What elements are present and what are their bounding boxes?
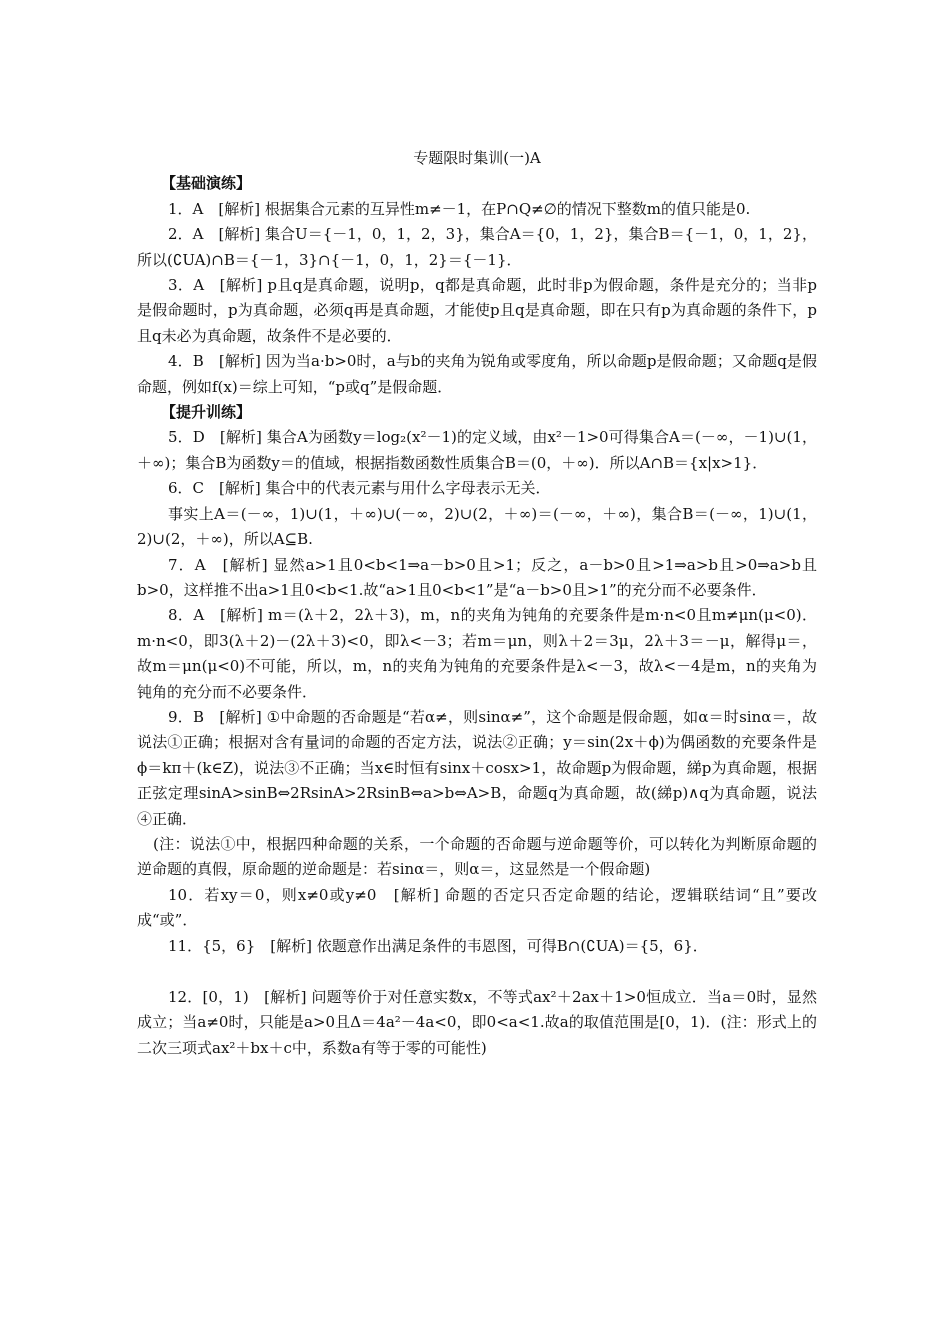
answer-8: 8．A [解析] m＝(λ＋2，2λ＋3)，m，n的夹角为钝角的充要条件是m·n<0且m≠μn(μ<0)．m·n<0，即3(λ＋2)－(2λ＋3)<0，即λ<－3；若m＝μn，则λ＋2＝3μ，2λ＋3＝－μ，解得μ＝，故m＝μn(μ<0)不可能，所以，m，n的夹角为钝角的充要条件是λ<－3，故λ<－4是m，n的夹角为钝角的充分而不必要条件． (137, 606, 817, 701)
answer-9-note: (注：说法①中，根据四种命题的关系，一个命题的否命题与逆命题等价，可以转化为判断原命题的逆命题的真假，原命题的逆命题是：若sinα＝，则α＝，这显然是一个假命题) (137, 834, 817, 879)
answer-10: 10．若xy＝0，则x≠0或y≠0 [解析] 命题的否定只否定命题的结论，逻辑联结词“且”要改成“或”． (137, 885, 817, 930)
answer-1: 1．A [解析] 根据集合元素的互异性m≠－1，在P∩Q≠∅的情况下整数m的值只能是0. (168, 199, 751, 218)
answer-11: 11．{5，6} [解析] 依题意作出满足条件的韦恩图，可得B∩(∁UA)＝{5，6}． (168, 936, 708, 955)
document-body (137, 146, 817, 1061)
answer-2: 2．A [解析] 集合U＝{－1，0，1，2，3}，集合A＝{0，1，2}，集合B＝{－1，0，1，2}，所以(∁UA)∩B＝{－1，3}∩{－1，0，1，2}＝{－1}． (137, 225, 817, 269)
answer-6-continued: 事实上A＝(－∞，1)∪(1，＋∞)∪(－∞，2)∪(2，＋∞)＝(－∞，＋∞)，集合B＝(－∞，1)∪(1，2)∪(2，＋∞)，所以A⊆B. (137, 504, 817, 549)
section-heading-basic: 【基础演练】 (161, 174, 252, 193)
section-heading-advanced: 【提升训练】 (161, 403, 252, 422)
page-title: 专题限时集训(一)A (413, 149, 541, 167)
answer-9: 9．B [解析] ①中命题的否命题是“若α≠，则sinα≠”，这个命题是假命题，如α＝时sinα＝，故说法①正确；根据对含有量词的命题的否定方法，说法②正确；y＝sin(2x＋ϕ)为偶函数的充要条件是ϕ＝kπ＋(k∈Z)，说法③不正确；当x∈时恒有sinx＋cosx>1，故命题p为假命题，綈p为真命题，根据正弦定理sinA>sinB⇔2RsinA>2RsinB⇔a>b⇔A>B，命题q为真命题，故(綈p)∧q为真命题，说法④正确． (137, 707, 817, 828)
answer-3: 3．A [解析] p且q是真命题，说明p，q都是真命题，此时非p为假命题，条件是充分的；当非p是假命题时，p为真命题，必须q再是真命题，才能使p且q是真命题，即在只有p为真命题的条件下，p且q未必为真命题，故条件不是必要的． (137, 276, 817, 345)
answer-5: 5．D [解析] 集合A为函数y＝log₂(x²－1)的定义域，由x²－1>0可得集合A＝(－∞，－1)∪(1，＋∞)；集合B为函数y＝的值域，根据指数函数性质集合B＝(0，＋∞)．所以A∩B＝{x|x>1}． (137, 428, 817, 472)
answer-4: 4．B [解析] 因为当a·b>0时，a与b的夹角为锐角或零度角，所以命题p是假命题；又命题q是假命题，例如f(x)＝综上可知，“p或q”是假命题． (137, 352, 817, 396)
answer-12: 12．[0，1) [解析] 问题等价于对任意实数x，不等式ax²＋2ax＋1>0恒成立．当a＝0时，显然成立；当a≠0时，只能是a>0且Δ＝4a²－4a<0，即0<a<1.故a的取值范围是[0，1)．(注：形式上的二次三项式ax²＋bx＋c中，系数a有等于零的可能性) (137, 988, 817, 1057)
answer-7: 7．A [解析] 显然a>1且0<b<1⇒a－b>0且>1；反之，a－b>0且>1⇒a>b且>0⇒a>b且b>0，这样推不出a>1且0<b<1.故“a>1且0<b<1”是“a－b>0且>1”的充分而不必要条件． (137, 555, 817, 599)
answer-6: 6．C [解析] 集合中的代表元素与用什么字母表示无关． (168, 479, 551, 498)
